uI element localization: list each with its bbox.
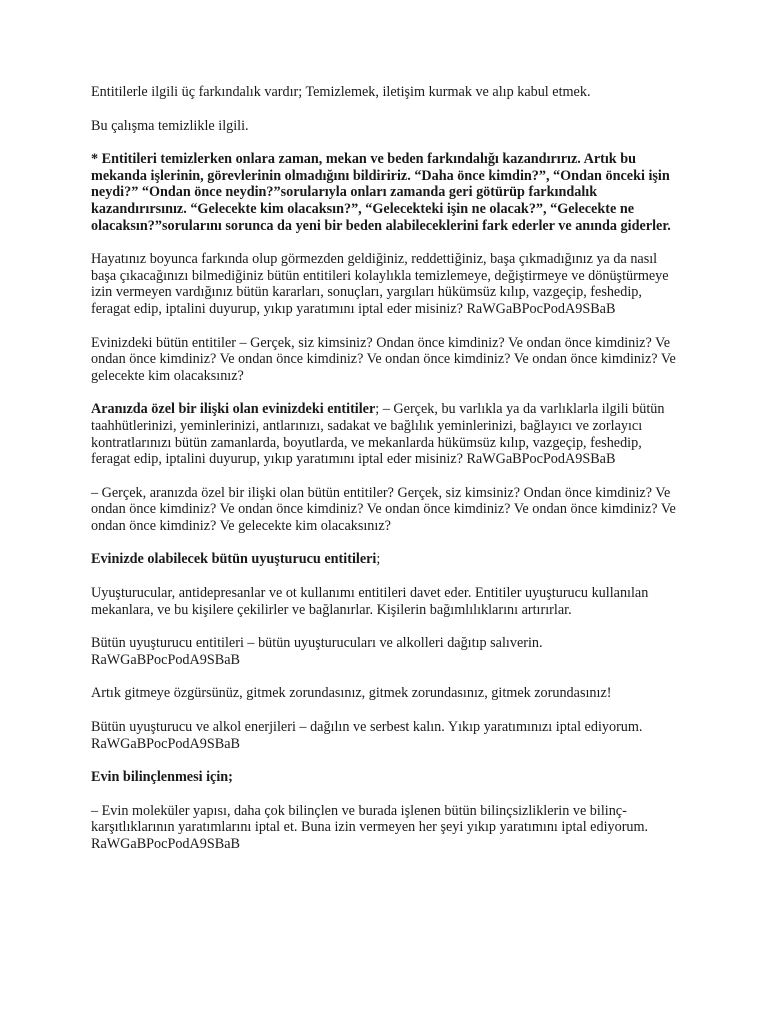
drug-entities-heading-suffix: ;: [376, 551, 381, 568]
special-relationship-heading: Aranızda özel bir ilişki olan evinizdeki entitiler: [91, 401, 376, 418]
paragraph-cleaning-topic: Bu çalışma temizlikle ilgili.: [91, 117, 249, 134]
paragraph-drug-usage: Uyuşturucular, antidepresanlar ve ot kullanımı entitileri davet eder. Entitiler uyuşturucu kullanılan mekanlara, ve bu kişilere çekilirler ve bağlanırlar. Kişilerin bağımlılıklarını artırırlar.: [91, 585, 649, 618]
paragraph-drug-entities-heading: [91, 551, 683, 568]
paragraph-house-consciousness-heading: Evin bilinçlenmesi için;: [91, 769, 233, 786]
special-relationship-body: ; – Gerçek, bu varlıkla ya da varlıklarla ilgili bütün taahhütlerinizi, yeminlerinizi, antlarınızı, sadakat ve bağlılık yeminlerinizi, bağlayıcı ve zorlayıcı kontratlarınızı bütün zamanlarda, boyutlarda, ve mekanlarda hükümsüz kılıp, vazgeçip, feshedip, feragat edip, iptalini duyurup, yıkıp yaratımını iptal eder misiniz? RaWGaBPocPodA9SBaB: [91, 401, 665, 468]
paragraph-house-molecular: – Evin moleküler yapısı, daha çok bilinçlen ve burada işlenen bütün bilinçsizliklerin ve bilinç-karşıtlıklarının yaratımlarını iptal et. Buna izin vermeyen her şeyi yıkıp yaratımını iptal ediyorum. RaWGaBPocPodA9SBaB: [91, 802, 649, 852]
drug-entities-heading: Evinizde olabilecek bütün uyuşturucu entitileri: [91, 551, 377, 568]
paragraph-free-to-go: Artık gitmeye özgürsünüz, gitmek zorundasınız, gitmek zorundasınız, gitmek zorundasınız!: [91, 685, 612, 702]
paragraph-energies-dissolve: Bütün uyuşturucu ve alkol enerjileri – dağılın ve serbest kalın. Yıkıp yaratımınızı iptal ediyorum. RaWGaBPocPodA9SBaB: [91, 719, 643, 752]
paragraph-special-entities-questions: – Gerçek, aranızda özel bir ilişki olan bütün entitiler? Gerçek, siz kimsiniz? Ondan önce kimdiniz? Ve ondan önce kimdiniz? Ve ondan önce kimdiniz? Ve ondan önce kimdiniz? Ve ondan önce kimdiniz? Ve ondan önce kimdiniz? Ve gelecekte kim olacaksınız?: [91, 484, 676, 534]
paragraph-awareness-intro: Entitilerle ilgili üç farkındalık vardır; Temizlemek, iletişim kurmak ve alıp kabul etmek.: [91, 84, 591, 100]
paragraph-lifetime-entities: Hayatınız boyunca farkında olup görmezden geldiğiniz, reddettiğiniz, başa çıkmadığınız ya da nasıl başa çıkacağınızı bilmediğiniz bütün entitileri kolaylıkla temizlemeye, değiştirmeye ve dönüştürmeye izin vermeyen vardığınız bütün kararları, sonuçları, yargıları hükümsüz kılıp, vazgeçip, feshedip, feragat edip, iptalini duyurup, yıkıp yaratımını iptal eder misiniz? RaWGaBPocPodA9SBaB: [91, 251, 669, 317]
document-page: [91, 84, 683, 870]
paragraph-special-relationship: [91, 401, 683, 467]
paragraph-cleaning-method: * Entitileri temizlerken onlara zaman, mekan ve beden farkındalığı kazandırırız. Artık bu mekanda işlerinin, görevlerinin olmadığını bildiririz. “Daha önce kimdin?”, “Ondan önceki işin neydi?” “Ondan önce neydin?”sorularıyla onları zamanda geri götürüp farkındalık kazandırırsınız. “Gelecekte kim olacaksın?”, “Gelecekteki işin ne olacak?”, “Gelecekte ne olacaksın?”sorularını sorunca da yeni bir beden alabileceklerini fark ederler ve anında giderler.: [91, 151, 671, 234]
paragraph-drug-release: Bütün uyuşturucu entitileri – bütün uyuşturucuları ve alkolleri dağıtıp salıverin. RaWGaBPocPodA9SBaB: [91, 635, 543, 668]
paragraph-home-entities: Evinizdeki bütün entitiler – Gerçek, siz kimsiniz? Ondan önce kimdiniz? Ve ondan önce kimdiniz? Ve ondan önce kimdiniz? Ve ondan önce kimdiniz? Ve ondan önce kimdiniz? Ve ondan önce kimdiniz? Ve gelecekte kim olacaksınız?: [91, 334, 676, 384]
